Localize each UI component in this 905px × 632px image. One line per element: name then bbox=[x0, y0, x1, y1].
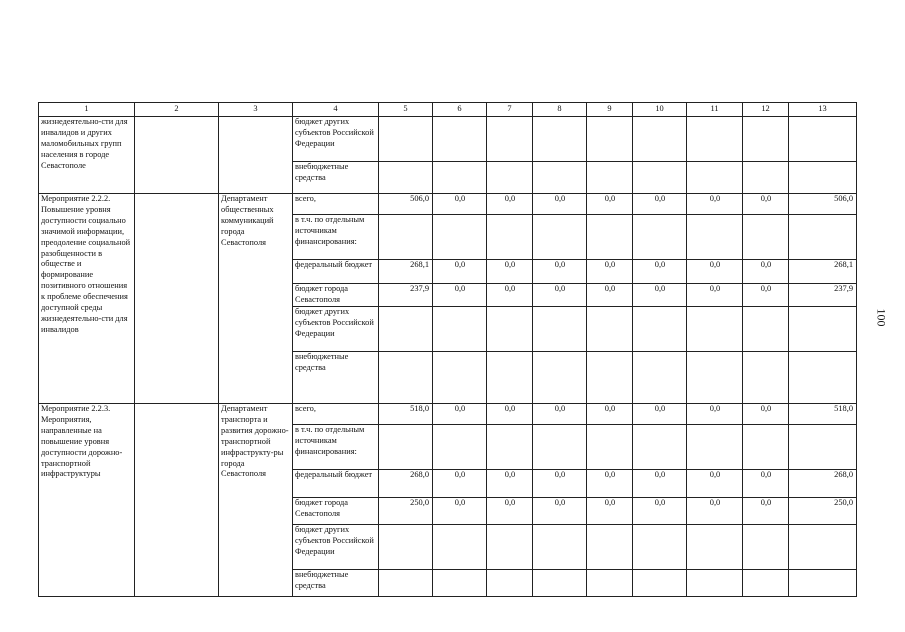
funding-source-cell: внебюджетные средства bbox=[293, 352, 379, 404]
value-cell: 0,0 bbox=[487, 194, 533, 215]
value-cell: 0,0 bbox=[487, 284, 533, 307]
funding-source-cell: в т.ч. по отдельным источникам финансирования: bbox=[293, 425, 379, 470]
value-cell: 0,0 bbox=[533, 284, 587, 307]
value-cell: 0,0 bbox=[743, 498, 789, 525]
value-cell: 0,0 bbox=[687, 194, 743, 215]
col-header: 7 bbox=[487, 103, 533, 117]
funding-source-cell: бюджет города Севастополя bbox=[293, 284, 379, 307]
value-cell: 0,0 bbox=[633, 498, 687, 525]
value-cell: 0,0 bbox=[433, 470, 487, 498]
value-cell: 0,0 bbox=[587, 260, 633, 284]
value-cell: 0,0 bbox=[433, 498, 487, 525]
col-header: 8 bbox=[533, 103, 587, 117]
value-cell: 0,0 bbox=[533, 404, 587, 425]
value-cell: 0,0 bbox=[633, 260, 687, 284]
value-cell: 0,0 bbox=[533, 194, 587, 215]
value-cell: 0,0 bbox=[533, 498, 587, 525]
funding-source-cell: всего, bbox=[293, 194, 379, 215]
value-cell: 237,9 bbox=[379, 284, 433, 307]
value-cell: 0,0 bbox=[487, 498, 533, 525]
col-header: 11 bbox=[687, 103, 743, 117]
value-cell: 268,0 bbox=[789, 470, 857, 498]
value-cell: 0,0 bbox=[743, 194, 789, 215]
executor-cell: Департамент общественных коммуникаций города Севастополя bbox=[219, 194, 293, 404]
value-cell: 0,0 bbox=[587, 498, 633, 525]
funding-source-cell: бюджет других субъектов Российской Федерации bbox=[293, 307, 379, 352]
value-cell: 506,0 bbox=[379, 194, 433, 215]
value-cell: 0,0 bbox=[487, 404, 533, 425]
value-cell: 0,0 bbox=[487, 470, 533, 498]
col-header: 5 bbox=[379, 103, 433, 117]
header-row bbox=[39, 103, 857, 117]
funding-source-cell: бюджет города Севастополя bbox=[293, 498, 379, 525]
funding-source-cell: всего, bbox=[293, 404, 379, 425]
value-cell: 0,0 bbox=[587, 470, 633, 498]
value-cell: 0,0 bbox=[587, 404, 633, 425]
value-cell: 268,1 bbox=[789, 260, 857, 284]
col-header: 4 bbox=[293, 103, 379, 117]
value-cell: 0,0 bbox=[487, 260, 533, 284]
value-cell: 0,0 bbox=[533, 260, 587, 284]
table-row bbox=[39, 194, 857, 215]
empty-cell bbox=[135, 194, 219, 404]
value-cell: 0,0 bbox=[743, 260, 789, 284]
value-cell: 0,0 bbox=[743, 470, 789, 498]
value-cell: 0,0 bbox=[687, 470, 743, 498]
col-header: 12 bbox=[743, 103, 789, 117]
value-cell: 0,0 bbox=[433, 194, 487, 215]
value-cell: 0,0 bbox=[687, 284, 743, 307]
value-cell: 0,0 bbox=[743, 404, 789, 425]
col-header: 13 bbox=[789, 103, 857, 117]
empty-cell bbox=[135, 404, 219, 597]
value-cell: 0,0 bbox=[587, 194, 633, 215]
empty-cell bbox=[135, 117, 219, 194]
measure-name-cell: Мероприятие 2.2.2. Повышение уровня доступности социально значимой информации, преодоление социальной разобщенности в обществе и формирование позитивного отношения к проблеме обеспечения доступной среды жизнедеятельно-сти для инвалидов bbox=[39, 194, 135, 404]
funding-source-cell: в т.ч. по отдельным источникам финансирования: bbox=[293, 215, 379, 260]
funding-table bbox=[38, 102, 857, 597]
table-row bbox=[39, 117, 857, 162]
table-row bbox=[39, 404, 857, 425]
funding-source-cell: внебюджетные средства bbox=[293, 162, 379, 194]
value-cell: 0,0 bbox=[533, 470, 587, 498]
value-cell: 0,0 bbox=[687, 260, 743, 284]
value-cell: 0,0 bbox=[587, 284, 633, 307]
col-header: 3 bbox=[219, 103, 293, 117]
value-cell: 518,0 bbox=[379, 404, 433, 425]
funding-source-cell: федеральный бюджет bbox=[293, 260, 379, 284]
value-cell: 0,0 bbox=[633, 194, 687, 215]
value-cell: 0,0 bbox=[633, 470, 687, 498]
measure-name-cell: жизнедеятельно-сти для инвалидов и других маломобильных групп населения в городе Севастополе bbox=[39, 117, 135, 194]
funding-source-cell: внебюджетные средства bbox=[293, 570, 379, 597]
value-cell: 0,0 bbox=[687, 498, 743, 525]
executor-cell: Департамент транспорта и развития дорожно-транспортной инфраструкту-ры города Севастополя bbox=[219, 404, 293, 597]
value-cell: 0,0 bbox=[433, 404, 487, 425]
value-cell: 0,0 bbox=[687, 404, 743, 425]
value-cell: 0,0 bbox=[433, 284, 487, 307]
funding-source-cell: федеральный бюджет bbox=[293, 470, 379, 498]
col-header: 10 bbox=[633, 103, 687, 117]
funding-source-cell: бюджет других субъектов Российской Федерации bbox=[293, 117, 379, 162]
value-cell: 250,0 bbox=[789, 498, 857, 525]
value-cell: 268,1 bbox=[379, 260, 433, 284]
col-header: 9 bbox=[587, 103, 633, 117]
col-header: 1 bbox=[39, 103, 135, 117]
value-cell: 518,0 bbox=[789, 404, 857, 425]
value-cell: 237,9 bbox=[789, 284, 857, 307]
measure-name-cell: Мероприятие 2.2.3. Мероприятия, направленные на повышение уровня доступности дорожно-транспортной инфраструктуры bbox=[39, 404, 135, 597]
funding-source-cell: бюджет других субъектов Российской Федерации bbox=[293, 525, 379, 570]
value-cell: 268,0 bbox=[379, 470, 433, 498]
page-number: 100 bbox=[874, 308, 889, 327]
value-cell: 0,0 bbox=[633, 404, 687, 425]
value-cell: 250,0 bbox=[379, 498, 433, 525]
value-cell: 0,0 bbox=[743, 284, 789, 307]
col-header: 2 bbox=[135, 103, 219, 117]
value-cell: 0,0 bbox=[433, 260, 487, 284]
value-cell: 506,0 bbox=[789, 194, 857, 215]
executor-cell bbox=[219, 117, 293, 194]
col-header: 6 bbox=[433, 103, 487, 117]
value-cell: 0,0 bbox=[633, 284, 687, 307]
